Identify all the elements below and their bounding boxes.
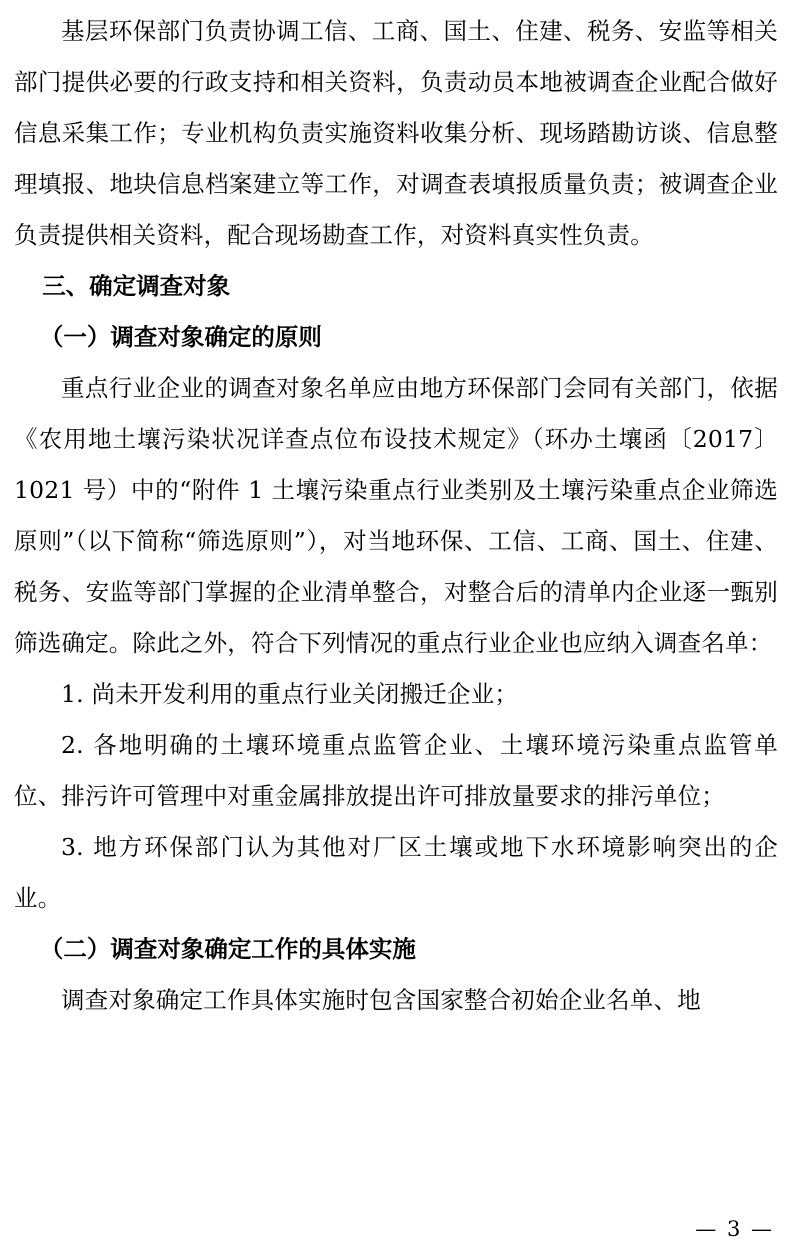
list-item-3: 3. 地方环保部门认为其他对厂区土壤或地下水环境影响突出的企业。 (14, 833, 778, 912)
heading-subsection-two: （二）调查对象确定工作的具体实施 (39, 935, 416, 963)
paragraph-principles: 重点行业企业的调查对象名单应由地方环保部门会同有关部门，依据《农用地土壤污染状况详查点位布设技术规定》（环办土壤函〔2017〕1021 号）中的“附件 1 土壤污染重点行业类别及土壤污染重点企业筛选原则”（以下简称“筛选原则”），对当地环保、工信、工商、国土、住建、税务、安监等部门掌握的企业清单整合，对整合后的清单内企业逐一甄别筛选确定。除此之外，符合下列情况的重点行业企业也应纳入调查名单： (14, 374, 778, 657)
paragraph-responsibilities: 基层环保部门负责协调工信、工商、国土、住建、税务、安监等相关部门提供必要的行政支持和相关资料，负责动员本地被调查企业配合做好信息采集工作；专业机构负责实施资料收集分析、现场踏勘访谈、信息整理填报、地块信息档案建立等工作，对调查表填报质量负责；被调查企业负责提供相关资料，配合现场勘查工作，对资料真实性负责。 (14, 17, 778, 249)
list-item-2: 2. 各地明确的土壤环境重点监管企业、土壤环境污染重点监管单位、排污许可管理中对重金属排放提出许可排放量要求的排污单位； (14, 731, 778, 810)
list-item-1: 1. 尚未开发利用的重点行业关闭搬迁企业； (61, 680, 519, 708)
paragraph-implementation: 调查对象确定工作具体实施时包含国家整合初始企业名单、地 (61, 986, 701, 1014)
heading-subsection-one: （一）调查对象确定的原则 (39, 323, 322, 351)
heading-section-three: 三、确定调查对象 (42, 272, 231, 300)
page-number: — 3 — (695, 1217, 774, 1241)
